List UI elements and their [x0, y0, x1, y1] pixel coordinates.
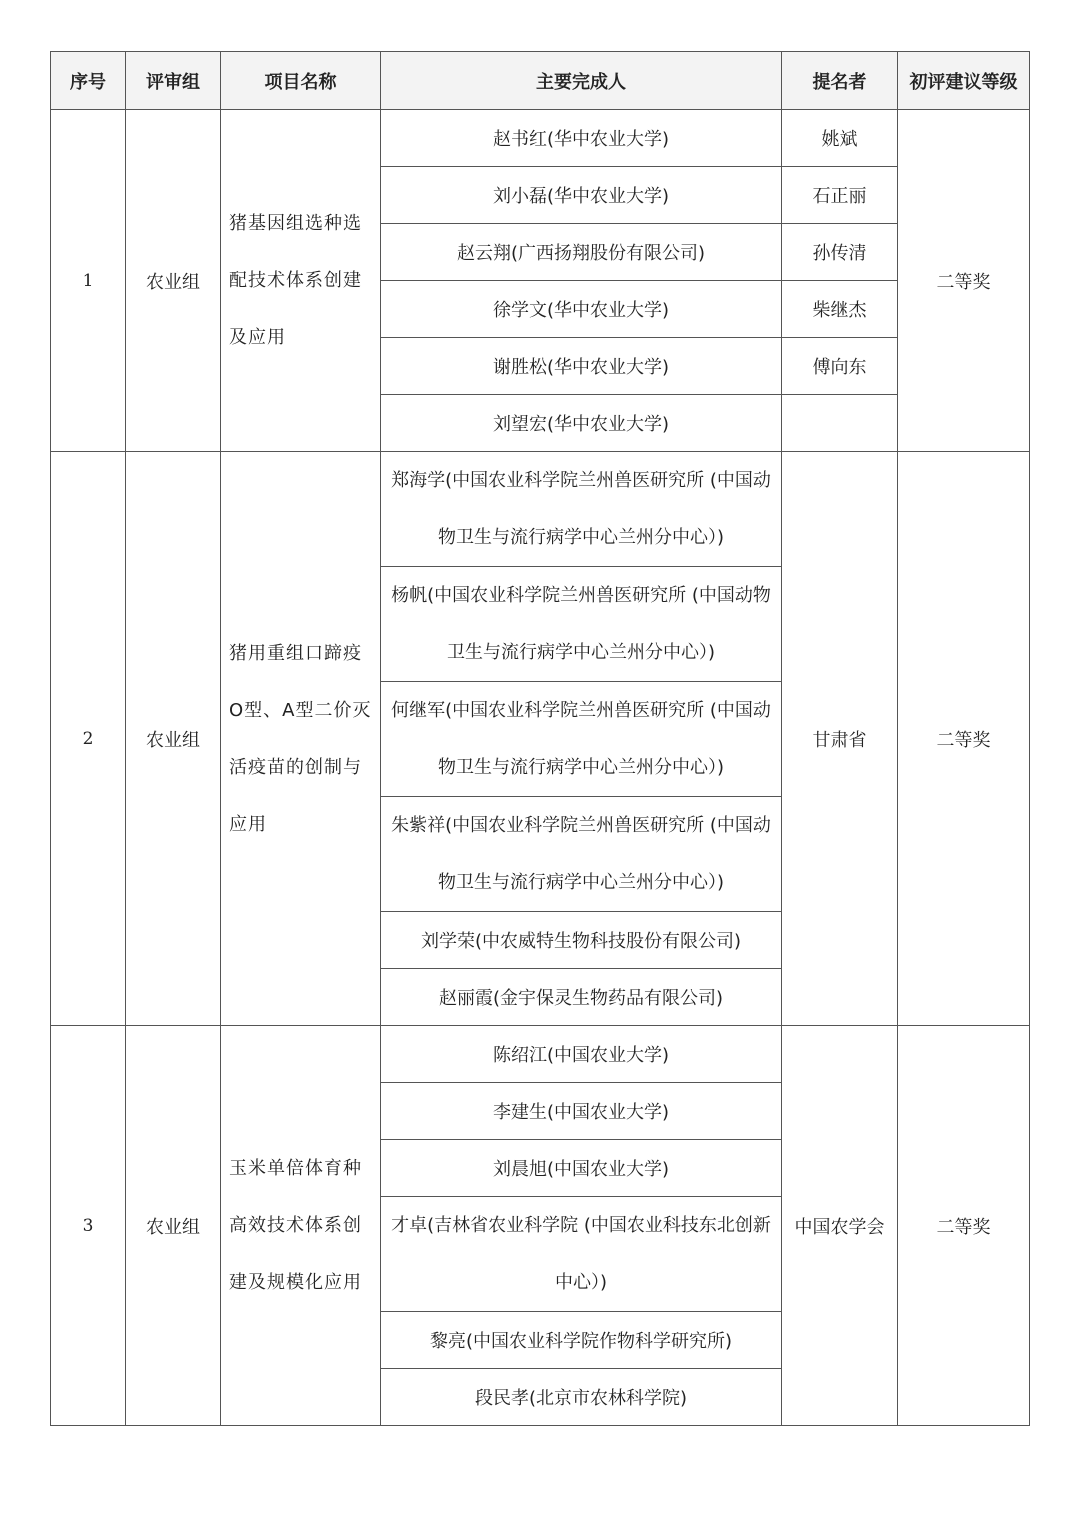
completer-cell: 才卓(吉林省农业科学院 (中国农业科技东北创新中心）) — [381, 1197, 782, 1312]
row-nominator: 甘肃省 — [782, 452, 898, 1026]
row-grade: 二等奖 — [898, 1026, 1030, 1426]
nominator-cell: 石正丽 — [782, 167, 898, 224]
table-row — [51, 110, 1030, 167]
header-project: 项目名称 — [221, 52, 381, 110]
header-row — [51, 52, 1030, 110]
header-group: 评审组 — [126, 52, 221, 110]
completer-cell: 刘晨旭(中国农业大学) — [381, 1140, 782, 1197]
row-index: 1 — [51, 110, 126, 452]
completer-cell: 刘小磊(华中农业大学) — [381, 167, 782, 224]
nominator-cell: 柴继杰 — [782, 281, 898, 338]
completer-cell: 杨帆(中国农业科学院兰州兽医研究所 (中国动物卫生与流行病学中心兰州分中心）) — [381, 567, 782, 682]
row-index: 3 — [51, 1026, 126, 1426]
completer-cell: 段民孝(北京市农林科学院) — [381, 1369, 782, 1426]
row-grade: 二等奖 — [898, 110, 1030, 452]
nominator-cell: 孙传清 — [782, 224, 898, 281]
completer-cell: 何继军(中国农业科学院兰州兽医研究所 (中国动物卫生与流行病学中心兰州分中心）) — [381, 682, 782, 797]
row-grade: 二等奖 — [898, 452, 1030, 1026]
table-row — [51, 452, 1030, 567]
completer-cell: 谢胜松(华中农业大学) — [381, 338, 782, 395]
row-nominator: 中国农学会 — [782, 1026, 898, 1426]
table-row — [51, 1026, 1030, 1083]
row-group: 农业组 — [126, 110, 221, 452]
row-project: 玉米单倍体育种高效技术体系创建及规模化应用 — [221, 1026, 381, 1426]
completer-cell: 赵云翔(广西扬翔股份有限公司) — [381, 224, 782, 281]
completer-cell: 黎亮(中国农业科学院作物科学研究所) — [381, 1312, 782, 1369]
header-index: 序号 — [51, 52, 126, 110]
completer-cell: 李建生(中国农业大学) — [381, 1083, 782, 1140]
header-grade: 初评建议等级 — [898, 52, 1030, 110]
row-group: 农业组 — [126, 452, 221, 1026]
nominator-cell — [782, 395, 898, 452]
row-project: 猪基因组选种选配技术体系创建及应用 — [221, 110, 381, 452]
completer-cell: 陈绍江(中国农业大学) — [381, 1026, 782, 1083]
completer-cell: 徐学文(华中农业大学) — [381, 281, 782, 338]
row-project: 猪用重组口蹄疫O型、A型二价灭活疫苗的创制与应用 — [221, 452, 381, 1026]
completer-cell: 赵书红(华中农业大学) — [381, 110, 782, 167]
row-index: 2 — [51, 452, 126, 1026]
row-group: 农业组 — [126, 1026, 221, 1426]
completer-cell: 郑海学(中国农业科学院兰州兽医研究所 (中国动物卫生与流行病学中心兰州分中心）) — [381, 452, 782, 567]
award-table — [50, 51, 1030, 1426]
completer-cell: 刘望宏(华中农业大学) — [381, 395, 782, 452]
completer-cell: 朱紫祥(中国农业科学院兰州兽医研究所 (中国动物卫生与流行病学中心兰州分中心）) — [381, 797, 782, 912]
header-completers: 主要完成人 — [381, 52, 782, 110]
nominator-cell: 傅向东 — [782, 338, 898, 395]
completer-cell: 刘学荣(中农威特生物科技股份有限公司) — [381, 912, 782, 969]
nominator-cell: 姚斌 — [782, 110, 898, 167]
header-nominator: 提名者 — [782, 52, 898, 110]
completer-cell: 赵丽霞(金宇保灵生物药品有限公司) — [381, 969, 782, 1026]
